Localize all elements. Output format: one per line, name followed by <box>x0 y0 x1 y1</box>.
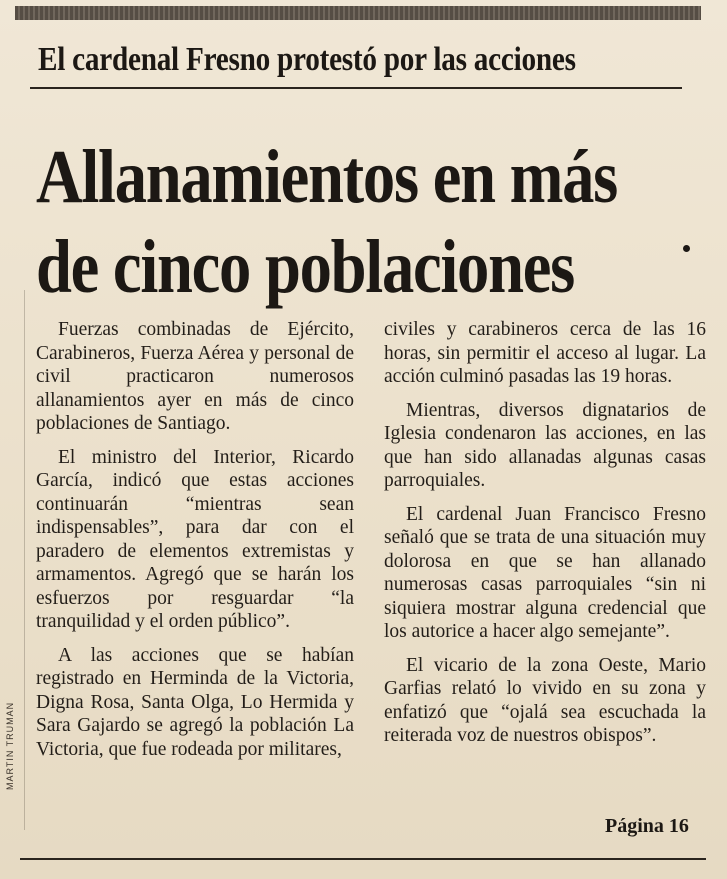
paragraph: El cardenal Juan Francisco Fresno señaló que se trata de una situación muy dolorosa en que se han allanado numerosas casas parroquiales “sin ni siquiera mostrar alguna credencial que los autorice a hacer algo semejante”. <box>384 503 706 642</box>
main-headline <box>36 132 631 312</box>
article-column-right <box>384 318 706 758</box>
paragraph: Mientras, diversos dignatarios de Iglesia condenaron las acciones, en las que han sido allanadas algunas casas parroquiales. <box>384 399 706 491</box>
photo-credit: MARTIN TRUMAN <box>5 701 15 790</box>
page-reference: Página 16 <box>605 815 689 837</box>
article-column-left <box>36 318 354 771</box>
paragraph: Fuerzas combinadas de Ejército, Carabineros, Fuerza Aérea y personal de civil practicaron numerosos allanamientos ayer en más de cinco poblaciones de Santiago. <box>36 319 354 434</box>
bottom-rule <box>20 858 706 860</box>
paragraph: El vicario de la zona Oeste, Mario Garfias relató lo vivido en su zona y enfatizó que “ojalá sea escuchada la reiterada voz de nuestros obispos”. <box>384 654 706 746</box>
paragraph: El ministro del Interior, Ricardo García, indicó que estas acciones continuarán “mientras sean indispensables”, para dar con el paradero de elementos extremistas y armamentos. Agregó que se harán los esfuerzos por resguardar “la tranquilidad y el orden público”. <box>36 446 354 632</box>
kicker-divider <box>30 87 682 89</box>
ink-dot <box>683 245 690 252</box>
kicker-headline: El cardenal Fresno protestó por las acciones <box>38 41 576 78</box>
paragraph: A las acciones que se habían registrado en Herminda de la Victoria, Digna Rosa, Santa Olga, Lo Hermida y Sara Gajardo se agregó la población La Victoria, que fue rodeada por militares, <box>36 644 354 760</box>
paragraph: civiles y carabineros cerca de las 16 horas, sin permitir el acceso al lugar. La acción culminó pasadas las 19 horas. <box>384 319 706 387</box>
top-rule <box>15 6 701 20</box>
headline-line-2: de cinco poblaciones <box>36 225 574 309</box>
headline-line-1: Allanamientos en más <box>36 135 618 219</box>
side-margin-mark <box>24 290 25 830</box>
